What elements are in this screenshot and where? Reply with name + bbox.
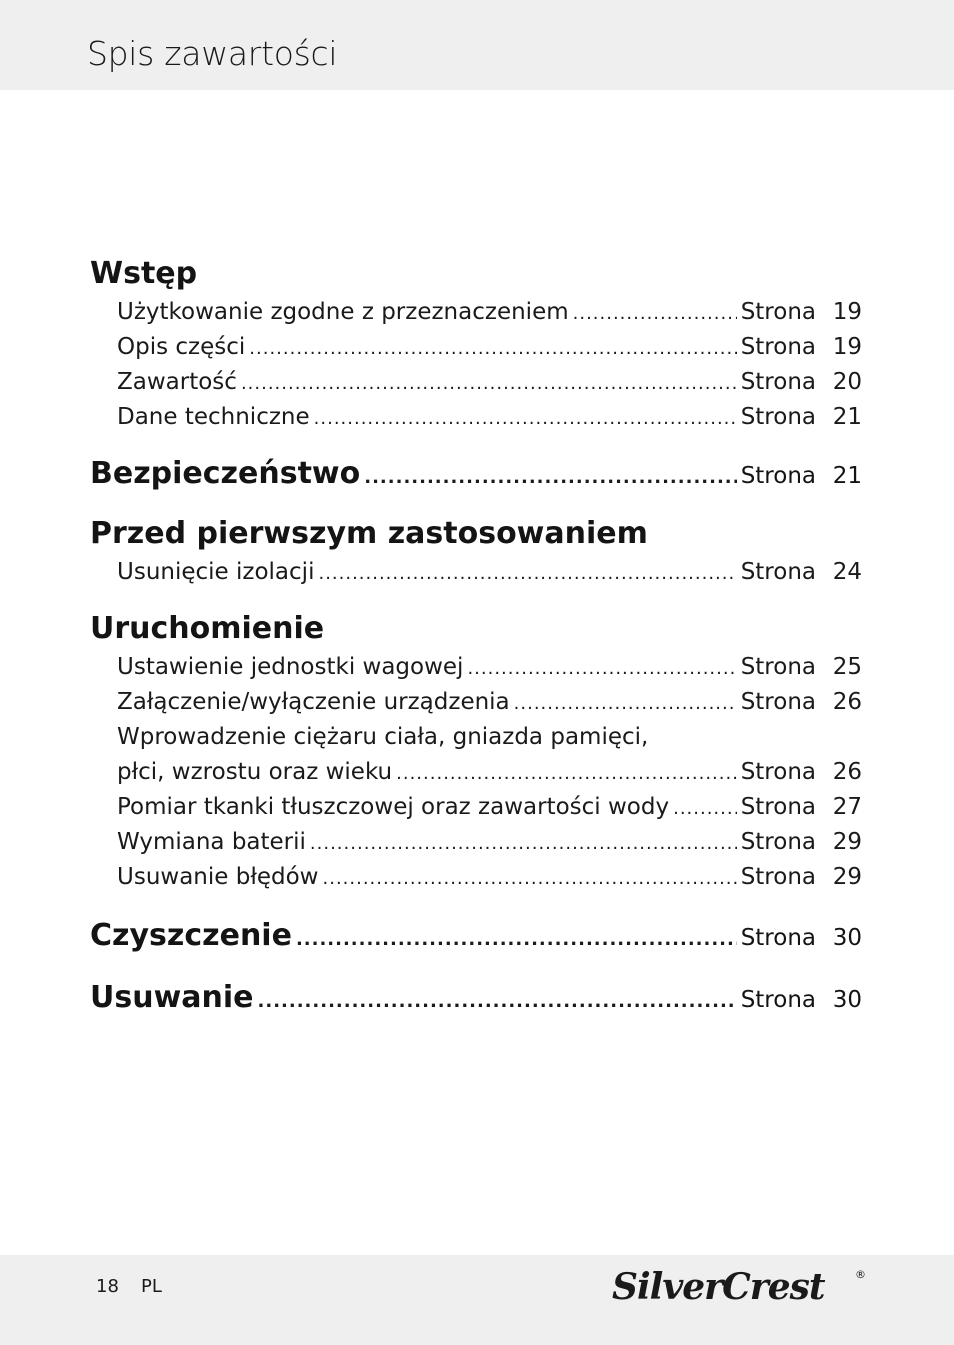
- page-word: Strona: [740, 369, 816, 395]
- page-title: Spis zawartości: [87, 34, 338, 73]
- page-word: Strona: [740, 404, 816, 430]
- brand-logo: SilverCrest: [612, 1266, 825, 1308]
- entry-label: Ustawienie jednostki wagowej: [117, 654, 464, 680]
- page-number: 21: [832, 404, 862, 430]
- footer-page-number: 18: [96, 1276, 119, 1297]
- page-number: 29: [832, 864, 862, 890]
- page-number: 26: [832, 759, 862, 785]
- dot-leader: [573, 296, 737, 331]
- toc-entry[interactable]: [117, 790, 862, 825]
- toc-entry[interactable]: [117, 860, 862, 895]
- dot-leader: [318, 556, 736, 591]
- page-word: Strona: [740, 864, 816, 890]
- dot-leader: [241, 366, 737, 401]
- entry-label: Pomiar tkanki tłuszczowej oraz zawartości wody: [117, 794, 670, 820]
- section-heading[interactable]: [90, 915, 862, 957]
- dot-leader: [514, 686, 737, 721]
- page-word: Strona: [740, 925, 816, 951]
- registered-mark: ®: [855, 1268, 866, 1281]
- section-heading[interactable]: [90, 977, 862, 1019]
- page-number: 21: [832, 463, 862, 489]
- toc-entry[interactable]: [117, 295, 862, 330]
- dot-leader: [323, 861, 737, 896]
- dot-leader: [314, 401, 737, 436]
- toc-entry[interactable]: [117, 755, 862, 790]
- page-number: 26: [832, 689, 862, 715]
- dot-leader: [310, 826, 737, 861]
- section-heading: [90, 608, 862, 650]
- section-title: Przed pierwszym zastosowaniem: [90, 516, 648, 551]
- entry-label: Użytkowanie zgodne z przeznaczeniem: [117, 299, 569, 325]
- dot-leader: [296, 919, 737, 961]
- table-of-contents: [90, 253, 862, 1019]
- page-number: 19: [832, 334, 862, 360]
- section-title: Czyszczenie: [90, 918, 292, 953]
- page-word: Strona: [740, 654, 816, 680]
- spacer: [90, 895, 862, 915]
- page-number: 29: [832, 829, 862, 855]
- toc-entry[interactable]: [117, 555, 862, 590]
- entry-label: Usuwanie błędów: [117, 864, 319, 890]
- footer-language: PL: [141, 1276, 162, 1297]
- section-heading: [90, 513, 862, 555]
- entry-label: Dane techniczne: [117, 404, 310, 430]
- page-number: 30: [832, 925, 862, 951]
- dot-leader: [467, 651, 736, 686]
- page-number: 25: [832, 654, 862, 680]
- section-heading[interactable]: [90, 453, 862, 495]
- page-number: 24: [832, 559, 862, 585]
- entry-label: Zawartość: [117, 369, 237, 395]
- toc-entry-continued[interactable]: [117, 720, 862, 755]
- entry-label: Wymiana baterii: [117, 829, 306, 855]
- dot-leader: [673, 791, 737, 826]
- spacer: [90, 590, 862, 608]
- page-word: Strona: [740, 987, 816, 1013]
- dot-leader: [258, 981, 737, 1023]
- section-title: Uruchomienie: [90, 611, 325, 646]
- page-word: Strona: [740, 559, 816, 585]
- entry-label: Usunięcie izolacji: [117, 559, 315, 585]
- toc-entry[interactable]: [117, 650, 862, 685]
- page-word: Strona: [740, 759, 816, 785]
- page-number: 20: [832, 369, 862, 395]
- page-word: Strona: [740, 334, 816, 360]
- entry-label: płci, wzrostu oraz wieku: [117, 759, 393, 785]
- entry-label: Opis części: [117, 334, 246, 360]
- dot-leader: [396, 756, 737, 791]
- dot-leader: [249, 331, 736, 366]
- dot-leader: [364, 457, 736, 499]
- toc-entry[interactable]: [117, 400, 862, 435]
- page-word: Strona: [740, 463, 816, 489]
- page-word: Strona: [740, 794, 816, 820]
- toc-entry[interactable]: [117, 685, 862, 720]
- section-title: Bezpieczeństwo: [90, 456, 361, 491]
- toc-entry[interactable]: [117, 330, 862, 365]
- page-number: 27: [832, 794, 862, 820]
- spacer: [90, 435, 862, 453]
- page-number: 30: [832, 987, 862, 1013]
- page-word: Strona: [740, 689, 816, 715]
- section-heading: [90, 253, 862, 295]
- page-number: 19: [832, 299, 862, 325]
- toc-entry[interactable]: [117, 365, 862, 400]
- page-word: Strona: [740, 829, 816, 855]
- entry-label: Załączenie/wyłączenie urządzenia: [117, 689, 510, 715]
- section-title: Wstęp: [90, 256, 198, 291]
- section-title: Usuwanie: [90, 980, 254, 1015]
- toc-entry[interactable]: [117, 825, 862, 860]
- page-word: Strona: [740, 299, 816, 325]
- entry-label: Wprowadzenie ciężaru ciała, gniazda pamięci,: [117, 724, 649, 750]
